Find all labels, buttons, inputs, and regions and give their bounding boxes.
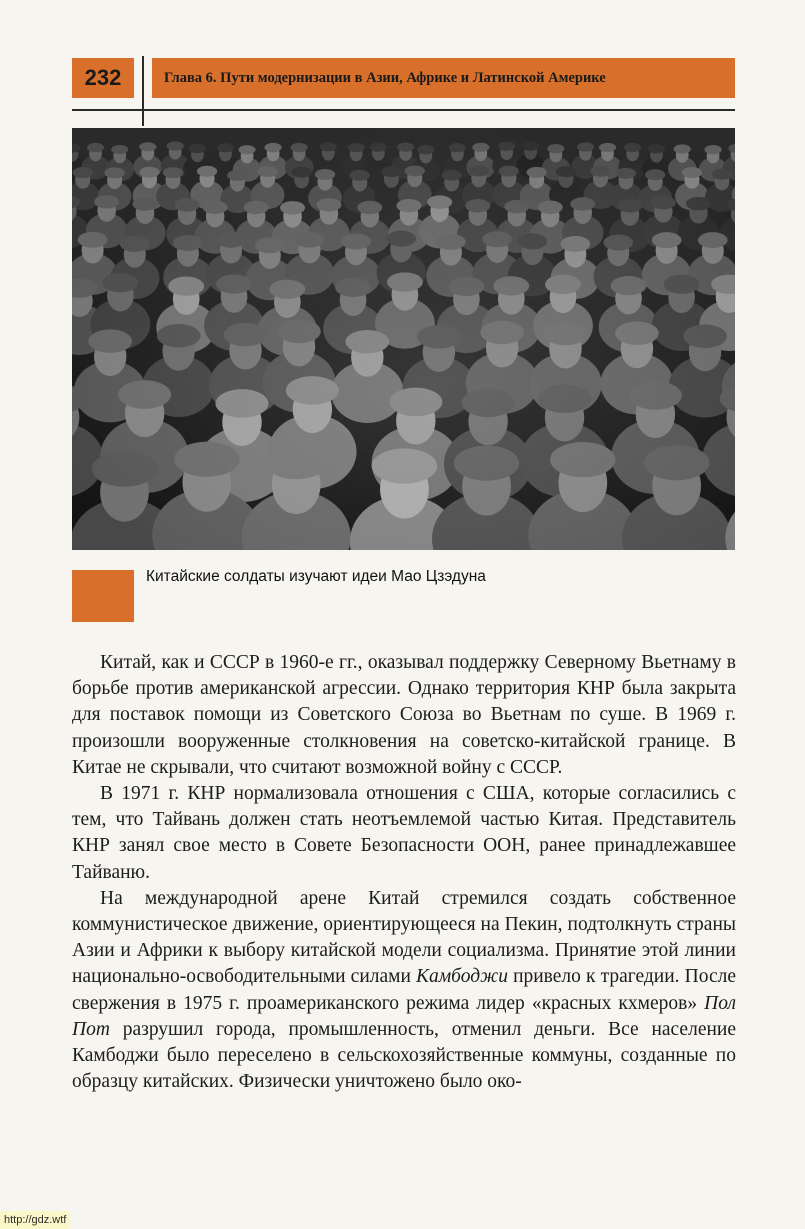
paragraph-text: разрушил города, промышленность, отменил деньги. Все население Камбоджи было переселено в сельскохозяйственные коммуны, созданные по образцу китайских. Физически уничтожено было око- [72, 1018, 736, 1093]
header-divider-vertical [142, 56, 144, 126]
paragraph: Китай, как и СССР в 1960-е гг., оказывал поддержку Северному Вьетнаму в борьбе против американской агрессии. Однако территория КНР была закрыта для поставок помощи из Советского Союза во Вьетнам по суше. В 1969 г. произошли вооруженные столкновения на советско-китайской границе. В Китае не скрывали, что считают возможной войну с СССР. [72, 652, 736, 778]
photo-caption: Китайские солдаты изучают идеи Мао Цзэдуна [146, 568, 486, 585]
emphasis-cambodia: Камбоджи [416, 966, 508, 988]
chapter-title: Глава 6. Пути модернизации в Азии, Африке и Латинской Америке [164, 69, 606, 86]
header-divider-horizontal [72, 109, 735, 111]
page-number-badge [72, 58, 134, 98]
soldiers-photo [72, 128, 735, 550]
watermark-url: http://gdz.wtf [0, 1211, 70, 1229]
paragraph-text: привело к трагедии. После свержения в 1975 г. проамериканского режима лидер «красных кхмеров» [72, 966, 736, 1014]
paragraph: В 1971 г. КНР нормализовала отношения с США, которые согласились с тем, что Тайвань должен стать неотъемлемой частью Китая. Представитель КНР занял свое место в Совете Безопасности ООН, ранее принадлежавшее Тайваню. [72, 783, 736, 883]
paragraph [72, 886, 736, 1096]
caption-marker [72, 570, 134, 622]
paragraph-text: На международной арене Китай стремился создать собственное коммунистическое движение, ориентирующееся на Пекин, подтолкнуть страны Азии и Африки к выбору китайской модели социализма. Принятие этой линии национально-освободительными силами [72, 887, 736, 988]
emphasis-pol-pot: Пол Пот [72, 992, 736, 1040]
running-header [152, 58, 735, 98]
body-text [72, 650, 736, 1095]
page-number: 232 [84, 65, 122, 90]
